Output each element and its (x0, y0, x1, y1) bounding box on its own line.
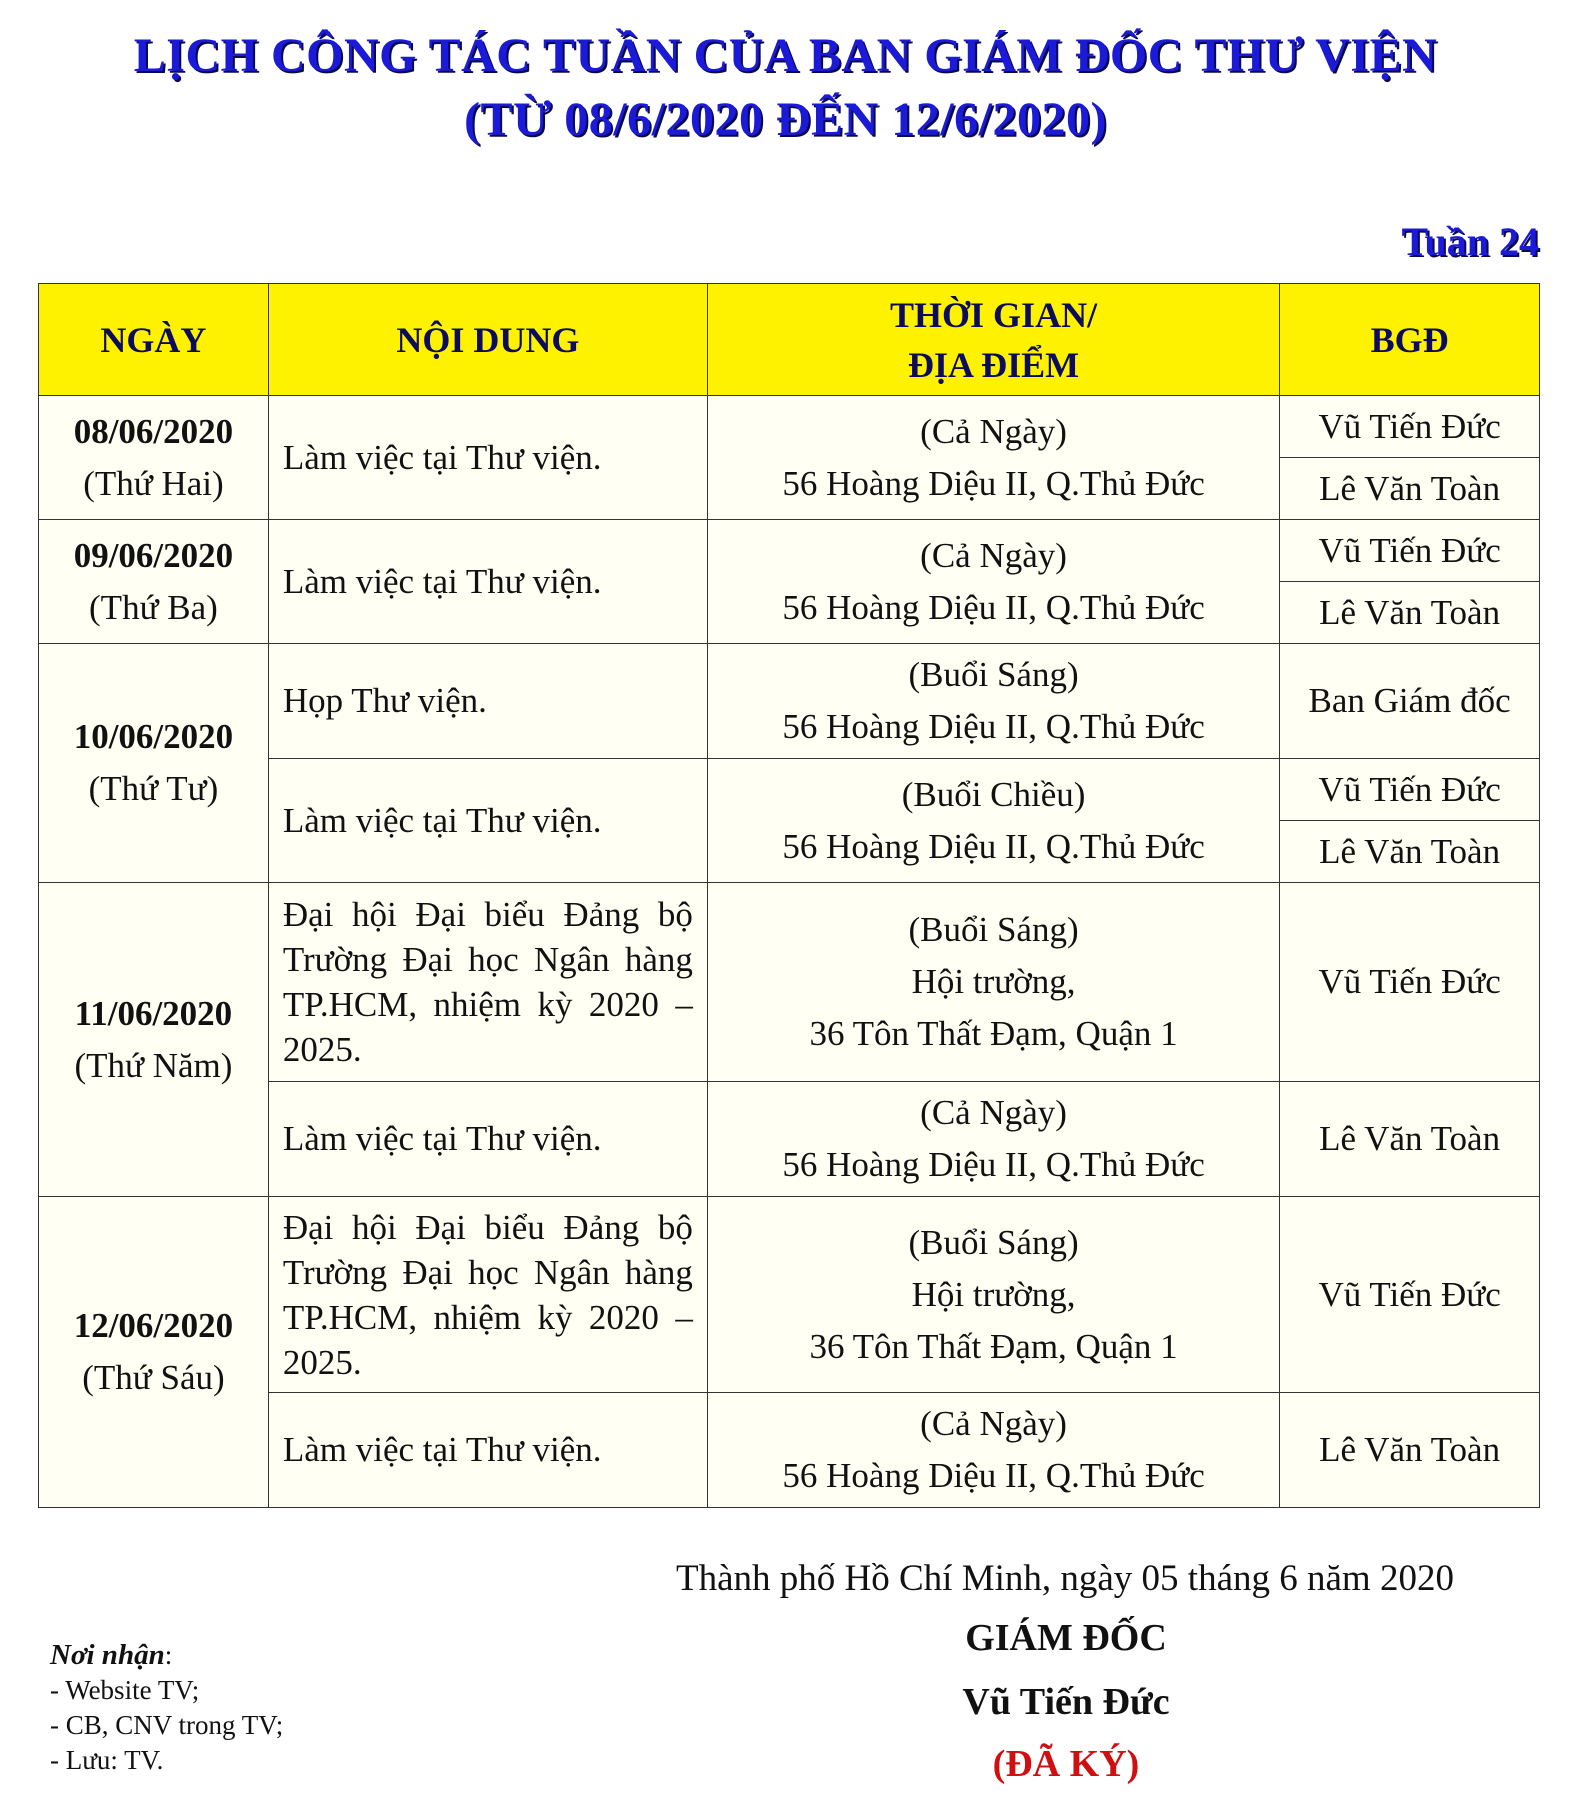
date-cell (39, 520, 269, 644)
column-header-time: THỜI GIAN/ (890, 294, 1098, 335)
table-row (39, 1197, 1540, 1393)
person-cell: Lê Văn Toàn (1280, 821, 1540, 883)
place-value: 36 Tôn Thất Đạm, Quận 1 (809, 1014, 1178, 1053)
weekday-value: (Thứ Hai) (83, 463, 224, 503)
time-value: (Cả Ngày) (920, 1404, 1067, 1443)
date-value: 10/06/2020 (73, 717, 234, 756)
time-value: (Cả Ngày) (920, 411, 1067, 451)
recipients-label: Nơi nhận (50, 1639, 165, 1671)
person-cell: Vũ Tiến Đức (1280, 883, 1540, 1082)
document-date-range: (TỪ 08/6/2020 ĐẾN 12/6/2020) (464, 93, 1107, 146)
time-place-cell (707, 1082, 1279, 1197)
time-value: (Buổi Chiều) (901, 774, 1086, 814)
signatory-title: GIÁM ĐỐC (965, 1617, 1167, 1659)
person-cell: Vũ Tiến Đức (1280, 520, 1540, 582)
date-cell (39, 883, 269, 1197)
person-cell: Vũ Tiến Đức (1280, 396, 1540, 458)
document-title: LỊCH CÔNG TÁC TUẦN CỦA BAN GIÁM ĐỐC THƯ VIỆN (133, 29, 1438, 82)
content-cell: Làm việc tại Thư viện. (268, 1082, 707, 1197)
place-value: 56 Hoàng Diệu II, Q.Thủ Đức (782, 1145, 1205, 1184)
person-cell: Vũ Tiến Đức (1280, 1197, 1540, 1393)
weekday-value: (Thứ Năm) (74, 1045, 233, 1085)
content-cell: Làm việc tại Thư viện. (268, 520, 707, 644)
recipients-heading (50, 1638, 283, 1673)
person-cell: Ban Giám đốc (1280, 644, 1540, 759)
time-value: (Cả Ngày) (920, 1093, 1067, 1132)
table-header-row (39, 284, 1540, 396)
signatory-name: Vũ Tiến Đức (962, 1681, 1170, 1723)
date-value: 09/06/2020 (73, 535, 234, 575)
content-cell: Đại hội Đại biểu Đảng bộ Trường Đại học Ngân hàng TP.HCM, nhiệm kỳ 2020 – 2025. (268, 1197, 707, 1393)
time-value: (Buổi Sáng) (908, 655, 1079, 694)
table-row (39, 883, 1540, 1082)
time-place-cell (707, 883, 1279, 1082)
table-row (39, 396, 1540, 458)
time-place-cell (707, 1197, 1279, 1393)
place-value: Hội trường, (911, 962, 1076, 1001)
column-header-content: NỘI DUNG (268, 284, 707, 396)
column-header-time-place (707, 284, 1279, 396)
column-header-place: ĐỊA ĐIỂM (908, 344, 1080, 385)
recipient-item: - Lưu: TV. (50, 1745, 164, 1775)
signed-status: (ĐÃ KÝ) (992, 1743, 1140, 1785)
content-cell: Làm việc tại Thư viện. (268, 759, 707, 883)
column-header-bgd: BGĐ (1280, 284, 1540, 396)
person-cell: Lê Văn Toàn (1280, 1393, 1540, 1508)
weekday-value: (Thứ Tư) (88, 769, 219, 808)
column-header-date: NGÀY (39, 284, 269, 396)
table-row (39, 520, 1540, 582)
time-place-cell (707, 1393, 1279, 1508)
place-value: 56 Hoàng Diệu II, Q.Thủ Đức (782, 463, 1205, 503)
content-cell: Làm việc tại Thư viện. (268, 1393, 707, 1508)
place-value: 56 Hoàng Diệu II, Q.Thủ Đức (782, 587, 1205, 627)
date-cell (39, 1197, 269, 1508)
date-value: 08/06/2020 (73, 411, 234, 451)
place-value: 56 Hoàng Diệu II, Q.Thủ Đức (782, 1456, 1205, 1495)
place-value: 56 Hoàng Diệu II, Q.Thủ Đức (782, 826, 1205, 866)
weekday-value: (Thứ Ba) (89, 587, 218, 627)
date-cell (39, 396, 269, 520)
time-value: (Buổi Sáng) (908, 910, 1079, 949)
person-cell: Lê Văn Toàn (1280, 1082, 1540, 1197)
weekday-value: (Thứ Sáu) (82, 1358, 225, 1397)
time-place-cell (707, 520, 1279, 644)
time-place-cell (707, 644, 1279, 759)
place-value: Hội trường, (911, 1274, 1076, 1314)
date-cell (39, 644, 269, 883)
recipient-item: - CB, CNV trong TV; (50, 1710, 284, 1740)
date-value: 11/06/2020 (74, 993, 233, 1033)
person-cell: Lê Văn Toàn (1280, 458, 1540, 520)
recipients-block (50, 1638, 283, 1778)
week-number: Tuần 24 (1401, 219, 1539, 264)
time-value: (Buổi Sáng) (908, 1222, 1079, 1262)
schedule-table (38, 283, 1540, 1508)
recipient-item: - Website TV; (50, 1675, 200, 1705)
time-place-cell (707, 396, 1279, 520)
place-date-line: Thành phố Hồ Chí Minh, ngày 05 tháng 6 năm 2020 (676, 1558, 1454, 1599)
time-value: (Cả Ngày) (920, 535, 1067, 575)
content-cell: Làm việc tại Thư viện. (268, 396, 707, 520)
person-cell: Vũ Tiến Đức (1280, 759, 1540, 821)
place-value: 36 Tôn Thất Đạm, Quận 1 (809, 1326, 1178, 1366)
time-place-cell (707, 759, 1279, 883)
person-cell: Lê Văn Toàn (1280, 582, 1540, 644)
date-value: 12/06/2020 (73, 1306, 234, 1345)
table-row (39, 644, 1540, 759)
recipients-colon: : (164, 1640, 173, 1670)
place-value: 56 Hoàng Diệu II, Q.Thủ Đức (782, 707, 1205, 746)
content-cell: Đại hội Đại biểu Đảng bộ Trường Đại học Ngân hàng TP.HCM, nhiệm kỳ 2020 – 2025. (268, 883, 707, 1082)
content-cell: Họp Thư viện. (268, 644, 707, 759)
